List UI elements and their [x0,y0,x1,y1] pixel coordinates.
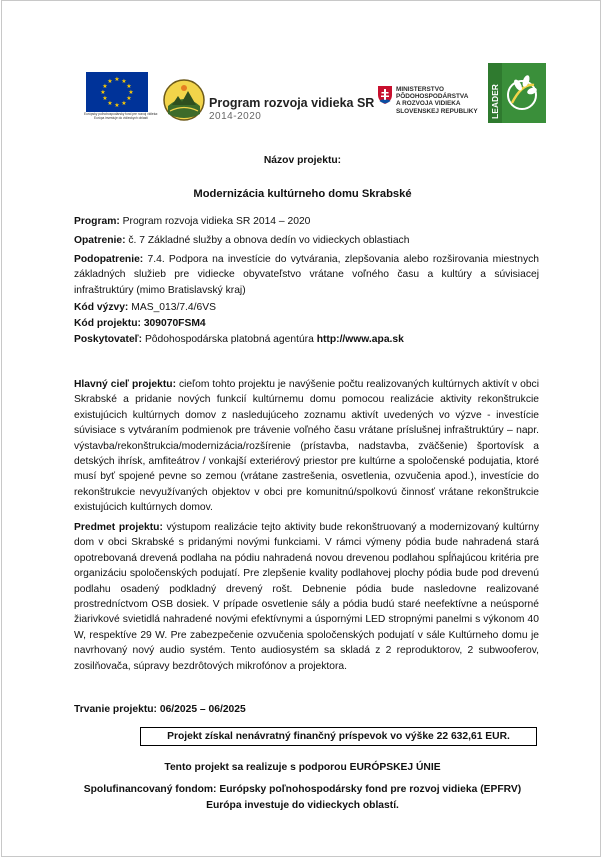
support-line: Tento projekt sa realizuje s podporou EURÓPSKEJ ÚNIE [164,762,441,773]
submeasure-row [74,252,539,298]
svg-text:★: ★ [107,100,113,107]
goal-text: cieľom tohto projektu je navýšenie počtu realizovaných kultúrnych aktivít v obci Skrabské a pridanie nových funkcií kultúrnemu domu pomocou realizácie aktivity rekonštrukcie existujúcich kultúrnych domov z nasledujúceho zoznamu aktivít uvedených vo výzve - investície súvisiace s vytváraním podmienok pre trávenie voľného času vrátane príslušnej infraštruktúry – napr. výstavba/rekonštrukcia/modernizácia/rozšírenie (prístavba, nadstavba, zväčšenie) športovísk a detských ihrísk, amfiteátrov / vonkajší exteriérový priestor pre kultúrne a spoločenské podujatia, ktoré musí byť spojené pevne so zemou (vrátane zastrešenia, osvetlenia, ozvučenia apod.), investície do rekonštrukcie nevyužívaných objektov v obci pre komunitnú/spolkovú činnosť vrátane rekonštrukcie existujúcich kultúrnych domov. [74,379,539,514]
goal-label: Hlavný cieľ projektu: [74,379,177,390]
svg-text:★: ★ [126,83,132,90]
svg-text:★: ★ [114,102,120,109]
measure-value: č. 7 Základné služby a obnova dedín vo vidieckych oblastiach [128,235,410,246]
subject-text: výstupom realizácie tejto aktivity bude rekonštruovaný a modernizovaný kultúrny dom v obci Skrabské s pridanými novými funkciami. V rámci výmeny pódia bude nahradená stará opotrebovaná drevená podlaha na pódiu nahradená novou drevenou podlahou spĺňajúcou kritéria pre organizáciu spoločenských podujatí. Pre zlepšenie kvality podlahovej plochy pódia bude pod drevenú podlahu osadený podkladný drevený rošt. Debnenie pódia bude nasledovne realizované prostredníctvom OSB dosiek. V prípade osvetlenie sály a pódia budú staré neefektívne a neúsporné žiarivkové svietidlá nahradené novými efektívnymi a úspornými LED stropnými panelmi s výkonom 40 W, respektíve 29 W. Pre zabezpečenie ozvučenia spoločenských podujatí v sále Kultúrneho domu je navrhovaný nový audio systém. Tento audiosystém sa skladá z 2 reproduktorov, 2 subwooferov, zosilňovača, súpravy bezdrôtových mikrofónov a projektora. [74,522,539,672]
duration-label: Trvanie projektu: [74,704,157,715]
provider-link[interactable]: http://www.apa.sk [316,334,404,345]
ministry-line: PÔDOHOSPODÁRSTVA [396,93,469,101]
leader-label: LEADER [490,84,500,119]
submeasure-label: Podopatrenie: [74,254,144,265]
svg-text:★: ★ [126,95,132,102]
project-code-value: 309070FSM4 [143,318,206,329]
svg-text:★: ★ [107,78,113,85]
project-code-row [74,318,206,329]
ministry-line: MINISTERSTVO [396,86,444,93]
ministry-name [396,86,491,115]
program-label: Program: [74,216,120,227]
prv-years: 2014-2020 [209,111,262,122]
call-code-row [74,302,216,313]
duration-value: 06/2025 – 06/2025 [159,704,246,715]
svg-text:★: ★ [128,89,134,96]
measure-label: Opatrenie: [74,235,126,246]
program-row [74,216,310,227]
eu-caption: Európsky poľnohospodársky fond pre rozvoj vidieka: Európa investuje do vidieckych oblastí [84,112,158,120]
svg-text:★: ★ [121,78,127,85]
prv-emblem-icon [162,78,206,122]
invest-line: Európa investuje do vidieckych oblastí. [206,800,399,811]
svg-text:★: ★ [102,95,108,102]
svg-text:★: ★ [114,76,120,83]
subject-paragraph [74,520,539,674]
ministry-line: SLOVENSKEJ REPUBLIKY [396,107,478,115]
prv-title: Program rozvoja vidieka SR [209,96,375,110]
call-code-value: MAS_013/7.4/6VS [131,302,216,313]
eu-flag-icon [86,72,148,112]
slovak-crest-icon [378,86,392,104]
measure-row [74,235,409,246]
provider-row [74,334,404,345]
subject-label: Predmet projektu: [74,522,163,533]
logo-header [0,0,605,140]
project-name-label: Názov projektu: [263,155,342,166]
project-name: Modernizácia kultúrneho domu Skrabské [193,188,412,200]
submeasure-value: 7.4. Podpora na investície do vytvárania, zlepšovania alebo rozširovania miestnych základných služieb pre vidiecke obyvateľstvo vrátane voľného času a kultúry a súvisiacej infraštruktúry (mimo Bratislavský kraj) [74,254,539,296]
svg-text:★: ★ [100,89,106,96]
cofund-line: Spolufinancovaný fondom: Európsky poľnohospodársky fond pre rozvoj vidieka (EPFRV) [83,784,522,795]
ministry-line: A ROZVOJA VIDIEKA [396,100,461,108]
goal-paragraph [74,377,539,516]
program-value: Program rozvoja vidieka SR 2014 – 2020 [122,216,311,227]
svg-text:★: ★ [121,100,127,107]
provider-label: Poskytovateľ: [74,334,143,345]
provider-value: Pôdohospodárska platobná agentúra [144,334,314,345]
funding-note-box: Projekt získal nenávratný finančný príspevok vo výške 22 632,61 EUR. [140,727,537,746]
svg-text:★: ★ [102,83,108,90]
leader-logo-icon [488,63,546,123]
call-code-label: Kód výzvy: [74,302,129,313]
project-code-label: Kód projektu: [74,318,141,329]
duration-row [74,704,246,715]
